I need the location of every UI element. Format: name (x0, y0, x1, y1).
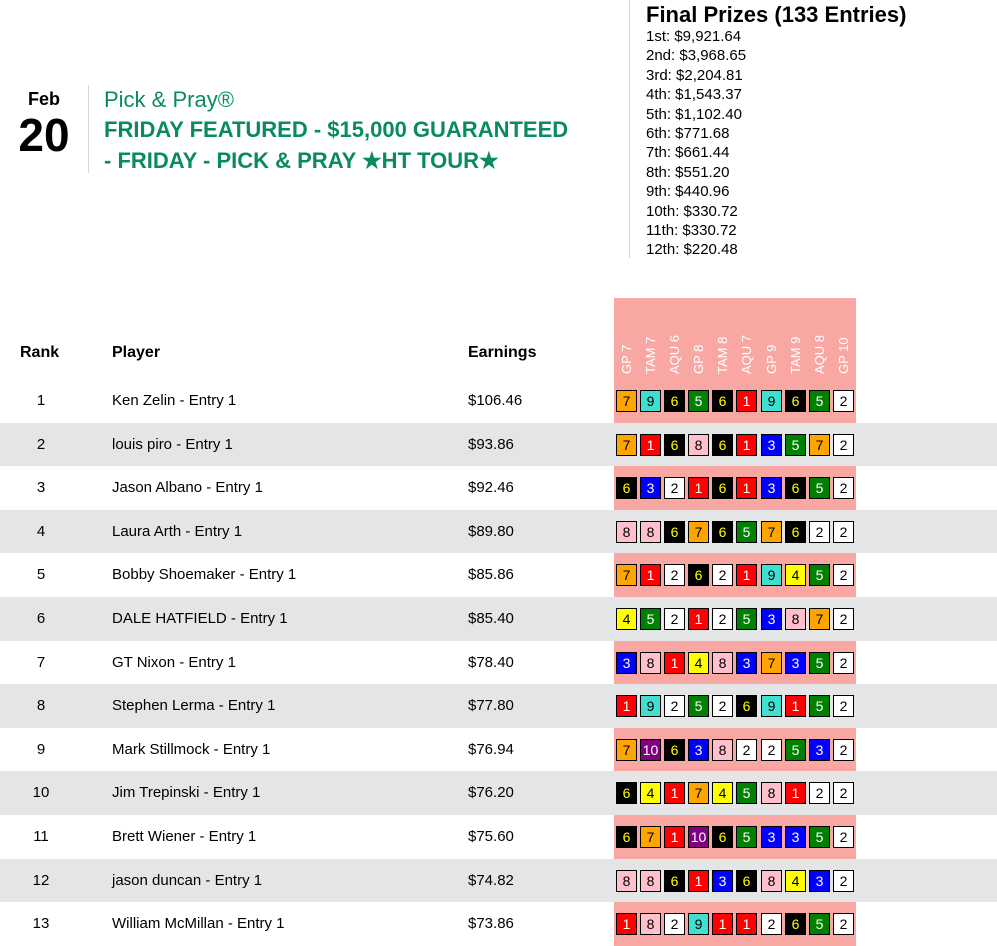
pick-badge: 8 (640, 913, 661, 935)
table-row (0, 423, 997, 467)
pick-badge: 3 (809, 870, 830, 892)
pick-badge: 2 (833, 564, 854, 586)
player-cell: Bobby Shoemaker - Entry 1 (112, 566, 297, 584)
pick-badge: 5 (736, 521, 757, 543)
pick-badge: 4 (616, 608, 637, 630)
track-header (784, 298, 808, 378)
pick-badge: 1 (736, 390, 757, 412)
track-header-label: AQU 7 (739, 334, 754, 374)
pick-badge: 8 (640, 521, 661, 543)
rank-cell: 2 (36, 435, 46, 453)
track-header (615, 298, 639, 378)
earnings-header: Earnings (468, 344, 537, 361)
prizes-divider (629, 0, 630, 258)
pick-badge: 6 (785, 913, 806, 935)
pick-badge: 2 (809, 521, 830, 543)
pick-badge: 6 (712, 477, 733, 499)
pick-badge: 5 (809, 695, 830, 717)
pick-badge: 5 (785, 739, 806, 761)
earnings-cell: $76.20 (468, 784, 514, 802)
prize-item: 7th: $661.44 (646, 144, 730, 162)
rank-cell: 4 (36, 522, 46, 540)
player-cell: Jim Trepinski - Entry 1 (112, 784, 261, 802)
table-row (0, 771, 997, 815)
pick-badge: 4 (785, 870, 806, 892)
pick-badge: 2 (664, 477, 685, 499)
track-header (687, 298, 711, 378)
table-row (0, 684, 997, 728)
pick-badge: 5 (809, 390, 830, 412)
pick-badge: 5 (736, 826, 757, 848)
pick-badge: 4 (688, 652, 709, 674)
pick-badge: 1 (712, 913, 733, 935)
prize-item: 4th: $1,543.37 (646, 86, 742, 104)
pick-badge: 6 (616, 782, 637, 804)
track-header-label: AQU 6 (667, 334, 682, 374)
pick-badge: 8 (761, 782, 782, 804)
pick-badge: 1 (664, 782, 685, 804)
player-cell: Ken Zelin - Entry 1 (112, 392, 237, 409)
earnings-cell: $85.40 (468, 609, 514, 627)
player-cell: DALE HATFIELD - Entry 1 (112, 609, 288, 627)
pick-badge: 2 (664, 608, 685, 630)
track-header (832, 298, 856, 378)
track-header (663, 298, 687, 378)
track-header-label: TAM 8 (715, 336, 730, 374)
pick-badge: 9 (761, 390, 782, 412)
pick-badge: 8 (616, 870, 637, 892)
table-row (0, 466, 997, 510)
date-divider (88, 85, 89, 173)
rank-cell: 10 (32, 784, 50, 802)
rank-header: Rank (20, 344, 60, 361)
prize-item: 11th: $330.72 (646, 222, 737, 240)
pick-badge: 2 (833, 826, 854, 848)
pick-badge: 1 (785, 782, 806, 804)
event-month: Feb (27, 89, 60, 109)
rank-cell: 9 (36, 740, 46, 758)
pick-badge: 1 (640, 434, 661, 456)
pick-badge: 6 (712, 521, 733, 543)
table-row (0, 597, 997, 641)
pick-badge: 6 (785, 390, 806, 412)
pick-badge: 7 (616, 434, 637, 456)
track-header-label: GP 7 (619, 344, 634, 374)
prize-list (646, 27, 906, 260)
pick-badge: 9 (761, 564, 782, 586)
pick-badge: 6 (664, 434, 685, 456)
track-header-label: GP 10 (836, 337, 851, 374)
player-cell: Brett Wiener - Entry 1 (112, 827, 257, 845)
rank-cell: 11 (33, 827, 49, 845)
player-cell: GT Nixon - Entry 1 (112, 653, 236, 671)
pick-badge: 6 (664, 739, 685, 761)
table-row (0, 728, 997, 772)
event-name-line-1: FRIDAY FEATURED - $15,000 GUARANTEED (104, 117, 569, 142)
pick-badge: 1 (616, 913, 637, 935)
event-title (104, 86, 624, 176)
pick-badge: 2 (833, 521, 854, 543)
rank-cell: 5 (36, 566, 46, 584)
pick-badge: 3 (616, 652, 637, 674)
player-cell: Jason Albano - Entry 1 (112, 479, 263, 497)
prize-item: 3rd: $2,204.81 (646, 66, 743, 84)
prize-item: 10th: $330.72 (646, 202, 738, 220)
final-prizes (646, 3, 906, 260)
pick-badge: 1 (688, 870, 709, 892)
prize-item: 5th: $1,102.40 (646, 105, 742, 123)
rank-cell: 13 (32, 915, 50, 933)
pick-badge: 3 (785, 826, 806, 848)
pick-badge: 2 (833, 782, 854, 804)
earnings-cell: $78.40 (468, 653, 514, 671)
pick-badge: 2 (833, 695, 854, 717)
prizes-heading: Final Prizes (133 Entries) (646, 2, 907, 27)
pick-badge: 2 (833, 434, 854, 456)
pick-badge: 2 (736, 739, 757, 761)
pick-badge: 10 (640, 739, 661, 761)
track-header-label: GP 8 (691, 344, 706, 374)
pick-badge: 7 (640, 826, 661, 848)
pick-badge: 2 (664, 913, 685, 935)
pick-badge: 8 (616, 521, 637, 543)
pick-badge: 4 (785, 564, 806, 586)
track-header-label: AQU 8 (812, 334, 827, 374)
pick-badge: 8 (785, 608, 806, 630)
pick-badge: 5 (736, 782, 757, 804)
pick-badge: 3 (761, 608, 782, 630)
track-header (711, 298, 735, 378)
pick-badge: 6 (688, 564, 709, 586)
player-cell: Stephen Lerma - Entry 1 (112, 697, 276, 715)
rank-cell: 6 (36, 609, 46, 627)
pick-badge: 1 (616, 695, 637, 717)
table-row (0, 815, 997, 859)
prize-item: 8th: $551.20 (646, 163, 730, 181)
earnings-cell: $85.86 (468, 566, 514, 584)
prize-item: 1st: $9,921.64 (646, 28, 742, 45)
pick-badge: 5 (640, 608, 661, 630)
pick-badge: 2 (664, 695, 685, 717)
pick-badge: 6 (712, 390, 733, 412)
pick-badge: 3 (761, 434, 782, 456)
earnings-cell: $106.46 (468, 392, 523, 409)
player-cell: louis piro - Entry 1 (112, 435, 233, 453)
pick-badge: 6 (616, 826, 637, 848)
pick-badge: 2 (833, 390, 854, 412)
table-row (0, 510, 997, 554)
earnings-cell: $89.80 (468, 522, 514, 540)
pick-badge: 8 (640, 652, 661, 674)
pick-badge: 2 (712, 695, 733, 717)
pick-badge: 6 (712, 826, 733, 848)
pick-badge: 3 (761, 477, 782, 499)
pick-badge: 5 (736, 608, 757, 630)
pick-badge: 7 (688, 521, 709, 543)
pick-badge: 1 (688, 608, 709, 630)
track-header-label: TAM 7 (643, 336, 658, 374)
table-row (0, 553, 997, 597)
track-header (639, 298, 663, 378)
pick-badge: 6 (785, 477, 806, 499)
pick-badge: 1 (785, 695, 806, 717)
table-row (0, 902, 997, 946)
table-row (0, 859, 997, 903)
pick-badge: 6 (664, 521, 685, 543)
track-header (808, 298, 832, 378)
pick-badge: 1 (688, 477, 709, 499)
pick-badge: 1 (664, 826, 685, 848)
pick-badge: 9 (640, 695, 661, 717)
pick-badge: 10 (688, 826, 709, 848)
track-header-label: TAM 9 (788, 336, 803, 374)
pick-badge: 5 (785, 434, 806, 456)
pick-badge: 5 (809, 913, 830, 935)
pick-badge: 2 (833, 652, 854, 674)
earnings-cell: $74.82 (468, 871, 514, 889)
pick-badge: 7 (809, 434, 830, 456)
earnings-cell: $92.46 (468, 479, 514, 497)
event-name-line-2: - FRIDAY - PICK & PRAY ★HT TOUR★ (104, 148, 499, 173)
player-cell: Mark Stillmock - Entry 1 (112, 740, 271, 758)
pick-badge: 6 (712, 434, 733, 456)
pick-badge: 7 (761, 652, 782, 674)
pick-badge: 8 (761, 870, 782, 892)
pick-badge: 1 (736, 434, 757, 456)
pick-badge: 1 (640, 564, 661, 586)
pick-badge: 6 (616, 477, 637, 499)
pick-badge: 6 (664, 870, 685, 892)
pick-badge: 7 (616, 564, 637, 586)
pick-badge: 3 (761, 826, 782, 848)
table-row (0, 641, 997, 685)
pick-badge: 5 (809, 477, 830, 499)
track-header-label: GP 9 (764, 344, 779, 374)
pick-badge: 2 (833, 608, 854, 630)
pick-badge: 7 (761, 521, 782, 543)
rank-cell: 3 (36, 479, 46, 497)
pick-badge: 8 (712, 652, 733, 674)
pick-badge: 7 (688, 782, 709, 804)
pick-badge: 5 (809, 652, 830, 674)
pick-badge: 2 (833, 477, 854, 499)
earnings-cell: $76.94 (468, 740, 514, 758)
event-brand: Pick & Pray® (104, 87, 234, 112)
pick-badge: 1 (736, 913, 757, 935)
pick-badge: 7 (616, 390, 637, 412)
pick-badge: 9 (640, 390, 661, 412)
pick-badge: 6 (736, 870, 757, 892)
pick-badge: 2 (833, 913, 854, 935)
pick-badge: 7 (616, 739, 637, 761)
rank-cell: 1 (36, 392, 46, 409)
event-day: 20 (18, 109, 70, 161)
player-cell: Laura Arth - Entry 1 (112, 522, 243, 540)
pick-badge: 1 (736, 477, 757, 499)
pick-badge: 2 (833, 739, 854, 761)
pick-badge: 2 (664, 564, 685, 586)
pick-badge: 1 (736, 564, 757, 586)
pick-badge: 9 (761, 695, 782, 717)
pick-badge: 3 (712, 870, 733, 892)
pick-badge: 2 (833, 870, 854, 892)
pick-badge: 7 (809, 608, 830, 630)
pick-badge: 2 (712, 564, 733, 586)
pick-badge: 2 (761, 739, 782, 761)
pick-badge: 5 (688, 695, 709, 717)
earnings-cell: $93.86 (468, 435, 514, 453)
pick-badge: 6 (736, 695, 757, 717)
prize-item: 12th: $220.48 (646, 241, 738, 259)
pick-badge: 2 (712, 608, 733, 630)
rank-cell: 12 (32, 871, 50, 889)
pick-badge: 2 (809, 782, 830, 804)
prize-item: 2nd: $3,968.65 (646, 47, 747, 65)
pick-badge: 8 (640, 870, 661, 892)
pick-badge: 6 (785, 521, 806, 543)
pick-badge: 3 (736, 652, 757, 674)
table-row (0, 379, 997, 423)
earnings-cell: $73.86 (468, 915, 514, 933)
earnings-cell: $75.60 (468, 827, 514, 845)
prize-item: 9th: $440.96 (646, 183, 730, 201)
rank-cell: 7 (36, 653, 46, 671)
leaderboard-table (0, 379, 997, 946)
pick-badge: 5 (809, 564, 830, 586)
pick-badge: 6 (664, 390, 685, 412)
prize-item: 6th: $771.68 (646, 125, 730, 143)
pick-badge: 5 (809, 826, 830, 848)
pick-badge: 1 (664, 652, 685, 674)
pick-badge: 3 (785, 652, 806, 674)
pick-badge: 3 (688, 739, 709, 761)
player-cell: jason duncan - Entry 1 (112, 871, 263, 889)
pick-badge: 3 (640, 477, 661, 499)
track-header (735, 298, 759, 378)
player-cell: William McMillan - Entry 1 (112, 915, 285, 933)
event-date (14, 88, 74, 160)
pick-badge: 2 (761, 913, 782, 935)
pick-badge: 5 (688, 390, 709, 412)
rank-cell: 8 (36, 697, 46, 715)
pick-badge: 9 (688, 913, 709, 935)
pick-badge: 8 (688, 434, 709, 456)
pick-badge: 8 (712, 739, 733, 761)
pick-badge: 4 (712, 782, 733, 804)
pick-badge: 4 (640, 782, 661, 804)
track-header (760, 298, 784, 378)
earnings-cell: $77.80 (468, 697, 514, 715)
player-header: Player (112, 344, 161, 361)
pick-badge: 3 (809, 739, 830, 761)
